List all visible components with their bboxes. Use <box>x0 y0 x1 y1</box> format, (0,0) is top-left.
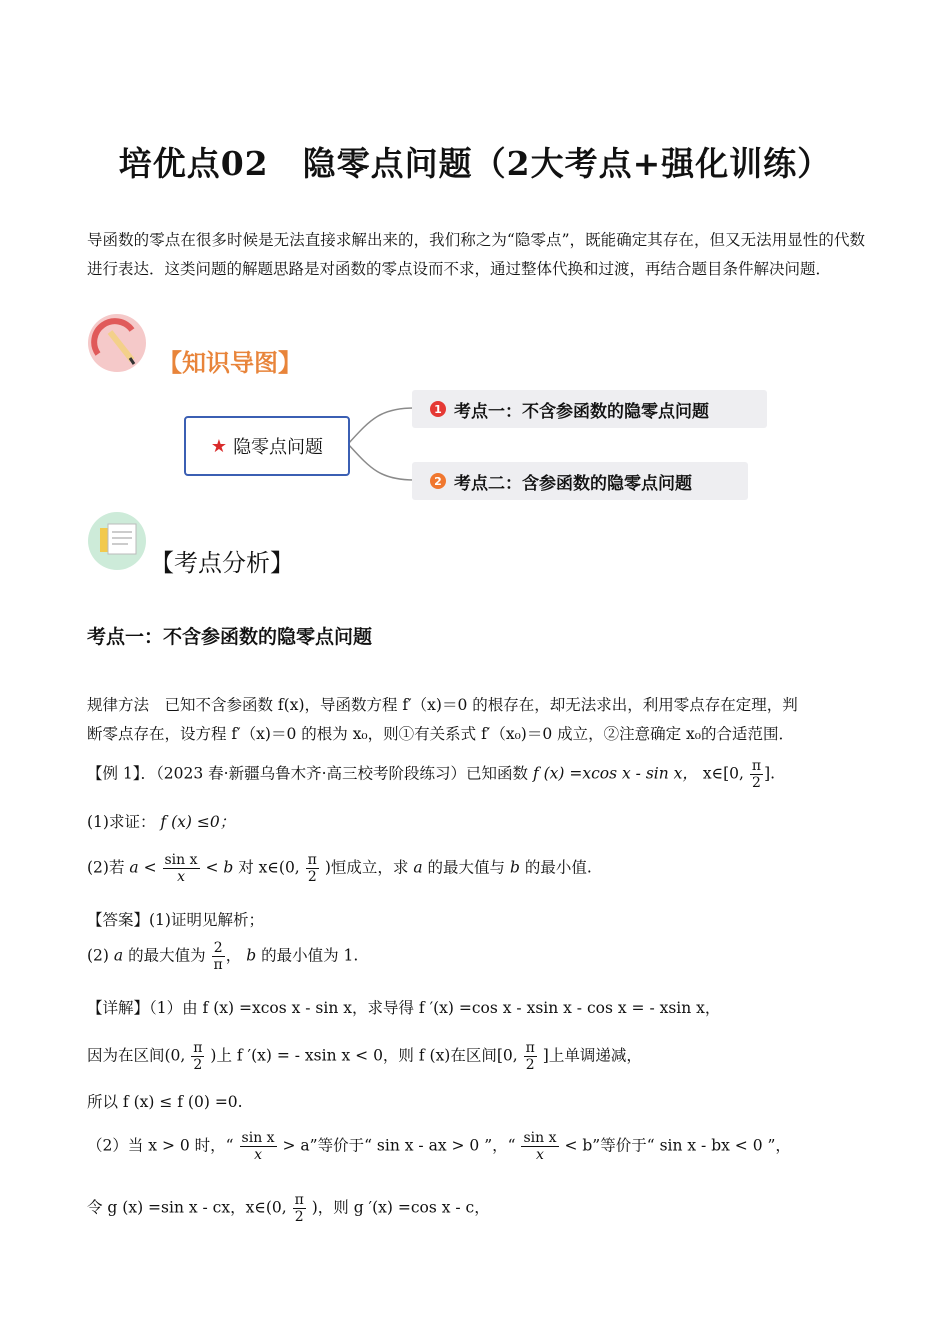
part2-prefix: (2)若 <box>87 858 125 877</box>
math-a-var: a <box>413 858 423 877</box>
section-analysis: 【考点分析】 <box>150 549 294 577</box>
part1-expression: f (x) ≤0； <box>160 813 236 831</box>
example-label: 【例 1】．（2023 春·新疆乌鲁木齐·高三校考阶段练习）已知函数 <box>87 764 529 783</box>
part2-post3: 的最小值. <box>524 858 592 877</box>
part2-line <box>87 852 592 885</box>
fraction: $\frac{\pi}{2}$ <box>193 1040 203 1073</box>
topic1-heading: 考点一：不含参函数的隐零点问题 <box>87 626 373 648</box>
example-function: f (x) =xcos x - sin x， <box>532 764 698 783</box>
fraction: $\frac{\text{sin x}}{x}$ <box>523 1130 557 1163</box>
detail-line-4 <box>87 1130 791 1163</box>
fraction: $\frac{\text{sin x}}{x}$ <box>241 1130 275 1163</box>
answer2-mid: 的最大值为 <box>128 946 206 965</box>
math-a-var: a <box>113 946 124 965</box>
part2-post2: 的最大值与 <box>427 858 506 877</box>
example-line: 【例 1】．（2023 春·新疆乌鲁木齐·高三校考阶段练习）已知函数 f (x) =xcos x - sin x， x∈[0, $\frac{\pi}{2}$ ]. <box>87 758 776 791</box>
math-b: < b <box>205 858 234 877</box>
fraction: $\frac{\pi}{2}$ <box>751 758 762 791</box>
mindmap-center <box>184 416 350 476</box>
detail4-b: < b”等价于“ sin x - bx < 0 ”， <box>564 1136 791 1155</box>
mindmap-center-label: 隐零点问题 <box>233 437 324 458</box>
mindmap-node-label: 考点一：不含参函数的隐零点问题 <box>454 401 709 422</box>
detail-line-2 <box>87 1040 642 1073</box>
detail2-prefix: 因为在区间(0, <box>87 1046 186 1065</box>
detail4-a: > a”等价于“ sin x - ax > 0 ”，“ <box>282 1136 516 1155</box>
part1-line <box>87 810 235 832</box>
detail2-post: ]上单调递减， <box>542 1046 642 1065</box>
section-knowledge-map: 【知识导图】 <box>158 349 302 377</box>
answer2-prefix: (2) <box>87 946 109 965</box>
star-icon: ★ <box>210 435 228 457</box>
math-a: a < <box>129 858 157 877</box>
rule-line-1: 规律方法 已知不含参函数 f(x)，导函数方程 f′（x)＝0 的根存在，却无法求出，利用零点存在定理，判 <box>87 696 798 714</box>
answer2-post: 的最小值为 1. <box>261 946 359 965</box>
rule-line-2: 断零点存在，设方程 f′（x)＝0 的根为 x₀，则①有关系式 f′（x₀)＝0 成立，②注意确定 x₀的合适范围． <box>87 725 795 743</box>
mindmap-node-label: 考点二：含参函数的隐零点问题 <box>454 473 692 494</box>
fraction: $\frac{\text{sin x}}{x}$ <box>164 852 198 885</box>
part1-label: (1)求证： <box>87 813 156 831</box>
fraction: $\frac{2}{\pi}$ <box>213 940 223 973</box>
fraction: $\frac{\pi}{2}$ <box>525 1040 535 1073</box>
detail-line-1: 【详解】（1）由 f (x) =xcos x - sin x，求导得 f ′(x) =cos x - xsin x - cos x = - xsin x， <box>87 999 721 1017</box>
part2-mid: 对 x∈(0, <box>238 858 300 877</box>
number-badge-icon: 1 <box>430 401 446 417</box>
math-b-var: b <box>246 946 257 965</box>
fraction: $\frac{\pi}{2}$ <box>294 1192 304 1225</box>
page-title: 培优点02 隐零点问题（2大考点+强化训练） <box>118 144 832 183</box>
fraction: $\frac{\pi}{2}$ <box>307 852 317 885</box>
detail-line-3: 所以 f (x) ≤ f (0) =0. <box>87 1093 243 1111</box>
answer-line-2: (2) a 的最大值为 $\frac{2}{\pi}$ ， b 的最小值为 1. <box>87 940 359 973</box>
math-b-var: b <box>509 858 520 877</box>
intro-paragraph: 导函数的零点在很多时候是无法直接求解出来的，我们称之为“隐零点”，既能确定其存在，但又无法用显性的代数进行表达．这类问题的解题思路是对函数的零点设而不求，通过整体代换和过渡，再结合题目条件解决问题． <box>87 231 865 278</box>
detail2-mid: )上 f ′(x) = - xsin x < 0，则 f (x)在区间[0, <box>210 1046 518 1065</box>
mindmap-node-1 <box>412 390 767 428</box>
mindmap-node-2 <box>412 462 748 500</box>
detail5-post: )，则 g ′(x) =cos x - c， <box>311 1198 490 1217</box>
number-badge-icon: 2 <box>430 473 446 489</box>
example-domain: x∈[0, <box>702 764 744 783</box>
folder-icon <box>88 512 146 570</box>
mindmap-connectors <box>0 0 950 600</box>
detail5-prefix: 令 g (x) =sin x - cx，x∈(0, <box>87 1198 287 1217</box>
answer-line-1: 【答案】(1)证明见解析； <box>87 911 264 929</box>
detail4-prefix: （2）当 x > 0 时，“ <box>87 1136 234 1155</box>
part2-post: )恒成立，求 <box>324 858 409 877</box>
detail-line-5 <box>87 1192 490 1225</box>
